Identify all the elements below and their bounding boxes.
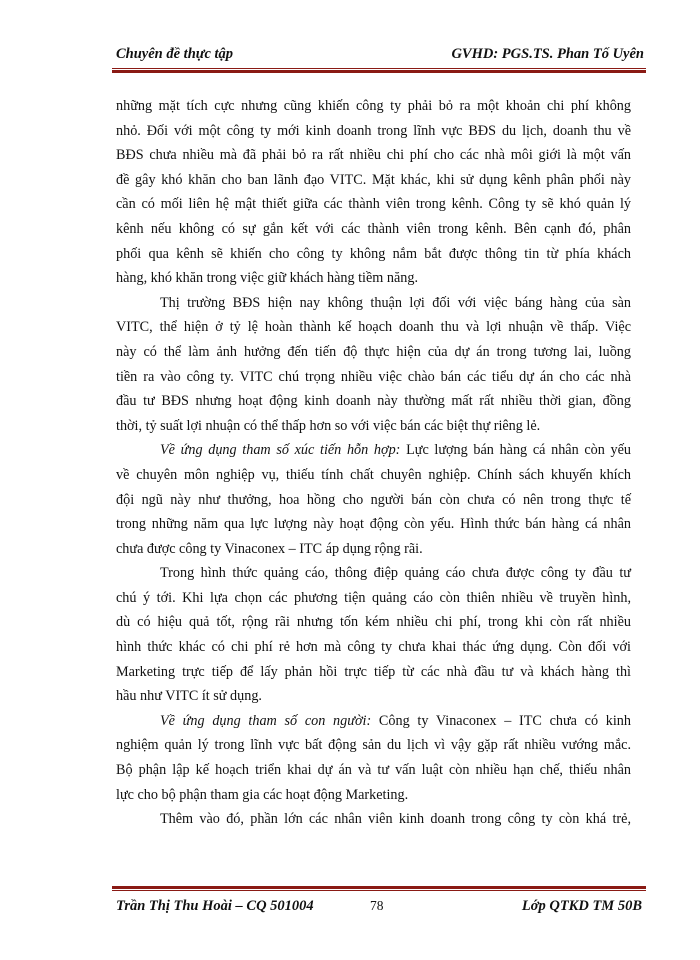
text-line: trong những năm qua lực lượng này hoạt động còn yếu. Hình thức bán hàng cá nhân	[116, 516, 631, 533]
text-line: phối qua kênh sẽ khiến cho công ty không nắm bắt được thông tin từ phía khách	[116, 245, 631, 262]
section-lead: Về ứng dụng tham số con người:	[160, 712, 372, 729]
text-line: lực cho bộ phận tham gia các hoạt động Marketing.	[116, 786, 409, 803]
text-line: này có thể làm ảnh hưởng đến tiến độ thực hiện của dự án trong tương lai, luồng	[116, 343, 631, 360]
footer-class: Lớp QTKD TM 50B	[521, 898, 642, 914]
page-header	[112, 44, 646, 66]
text-line: VITC, thể hiện ở tỷ lệ hoàn thành kế hoạch doanh thu và lợi nhuận về thấp. Việc	[116, 319, 631, 336]
text-line: Về ứng dụng tham số xúc tiến hỗn hợp: Lực lượng bán hàng cá nhân còn yếu	[160, 442, 631, 459]
section-lead: Về ứng dụng tham số xúc tiến hỗn hợp:	[160, 442, 401, 459]
header-title: Chuyên đề thực tập	[116, 46, 234, 62]
text-line: cần có mối liên hệ mật thiết giữa các thành viên trong kênh. Công ty sẽ khó quản lý	[116, 196, 631, 213]
footer-author: Trần Thị Thu Hoài – CQ 501004	[116, 898, 314, 914]
text-line: đội ngũ này như thưởng, hoa hồng cho người bán còn chưa có nên trong thực tế	[116, 491, 631, 508]
text-line: về chuyên môn nghiệp vụ, thiếu tính chất chuyên nghiệp. Chính sách khuyến khích	[116, 466, 631, 483]
document-body	[116, 94, 631, 832]
text-line: nghiệm quản lý trong lĩnh vực bất động sản du lịch vì vậy gặp rất nhiều vướng mắc.	[116, 737, 631, 754]
text-line: BĐS chưa nhiều mà đã phải bỏ ra rất nhiều chi phí cho các nhà môi giới là một vấn	[116, 147, 631, 164]
text-line: đề gây khó khăn cho ban lãnh đạo VITC. Mặt khác, khi sử dụng kênh phân phối này	[116, 171, 631, 188]
text-line: tiền ra vào công ty. VITC chú trọng nhiều việc chào bán các tiểu dự án cho các nhà	[116, 368, 631, 385]
text-line: Thêm vào đó, phần lớn các nhân viên kinh doanh trong công ty còn khá trẻ,	[160, 811, 631, 828]
text-line: Marketing trực tiếp để lấy phản hồi trực tiếp từ các nhà đầu tư và khách hàng thì	[116, 663, 631, 680]
text-line: Thị trường BĐS hiện nay không thuận lợi đối với việc báng hàng của sàn	[160, 294, 631, 311]
text-line: Về ứng dụng tham số con người: Công ty Vinaconex – ITC chưa có kinh	[160, 712, 631, 729]
text-line: dù có hiệu quả tốt, rộng rãi nhưng tốn kém nhiều chi phí, trong khi còn rất nhiều	[116, 614, 631, 631]
text-line: kênh nếu không có sự gắn kết với các thành viên trong kênh. Bên cạnh đó, phân	[116, 220, 631, 237]
text-line: hầu như VITC ít sử dụng.	[116, 688, 262, 705]
text-line: hàng, khó khăn trong việc giữ khách hàng tiềm năng.	[116, 270, 419, 287]
page-footer	[112, 896, 646, 918]
text-line: Bộ phận lập kế hoạch triển khai dự án và tư vấn luật còn nhiều hạn chế, thiếu nhân	[116, 762, 631, 779]
page-number: 78	[370, 898, 384, 913]
text-line: chưa được công ty Vinaconex – ITC áp dụng rộng rãi.	[116, 540, 423, 557]
text-line: Trong hình thức quảng cáo, thông điệp quảng cáo chưa được công ty đầu tư	[160, 565, 631, 582]
text-line: chú ý tới. Khi lựa chọn các phương tiện quảng cáo còn thiên nhiều về truyền hình,	[116, 589, 631, 606]
header-advisor: GVHD: PGS.TS. Phan Tố Uyên	[451, 46, 644, 62]
header-rule	[112, 68, 646, 73]
text-line: những mặt tích cực nhưng cũng khiến công ty phải bỏ ra một khoản chi phí không	[116, 98, 631, 114]
text-line: đầu tư BĐS nhưng hoạt động kinh doanh này thường mất rất nhiều thời gian, đồng	[116, 393, 631, 410]
text-line: hình thức khác có chi phí rẻ hơn mà công ty chưa khai thác ứng dụng. Còn đối với	[116, 639, 631, 656]
footer-rule	[112, 886, 646, 891]
text-line: thời, tỷ suất lợi nhuận có thể thấp hơn so với việc bán các biệt thự riêng lẻ.	[116, 417, 541, 434]
text-line: nhỏ. Đối với một công ty mới kinh doanh trong lĩnh vực BĐS du lịch, doanh thu về	[116, 122, 631, 139]
